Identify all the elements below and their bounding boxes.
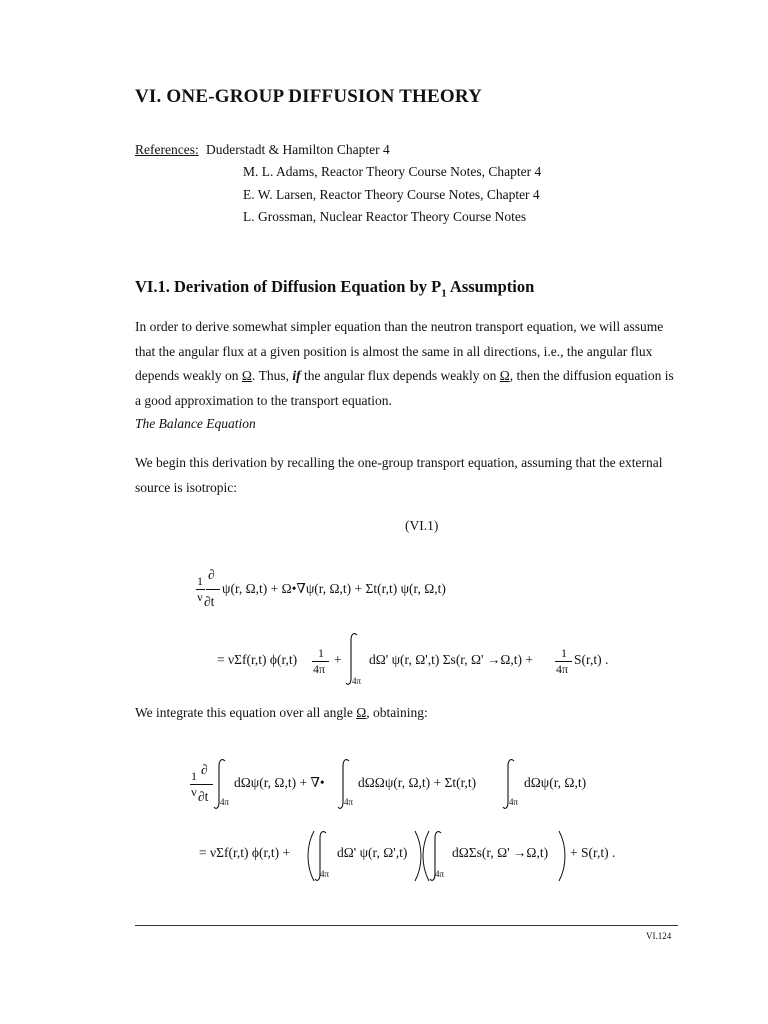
partial-symbol: ∂ (208, 567, 215, 582)
reference-item: E. W. Larsen, Reactor Theory Course Notes, Chapter 4 (243, 187, 540, 202)
integral-limit: 4π (435, 869, 445, 879)
source-term: S(r,t) . (574, 652, 609, 667)
section-title: VI.1. Derivation of Diffusion Equation by $P_1$ Assumption (135, 277, 535, 300)
fraction-denominator: v (197, 590, 203, 604)
balance-term-2: dΩΩψ(r, Ω,t) + Σt(r,t) (358, 775, 477, 790)
integral-limit: 4π (320, 869, 330, 879)
integral-limit: 4π (509, 797, 519, 807)
integrate-paragraph: We integrate this equation over all angle Ω, obtaining: (135, 705, 428, 720)
references-label: References: (135, 142, 199, 157)
balance-equation-subheading: The Balance Equation (135, 416, 256, 431)
fraction-denominator: 4π (313, 662, 326, 676)
reference-item: Duderstadt & Hamilton Chapter 4 (206, 142, 390, 157)
intro-paragraph: In order to derive somewhat simpler equation than the neutron transport equation, we will assume that the angular flux at a given position is almost the same in all directions, i.e., the angular flux depends weakly on Ω. Thus, if the angular flux depends weakly on Ω, then the diffusion equation is a good approximation to the transport equation. (135, 319, 674, 408)
page-number: VI.124 (646, 931, 672, 941)
begin-paragraph: We begin this derivation by recalling the one-group transport equation, assuming that the external source is isotropic: (135, 455, 663, 495)
integral-limit: 4π (344, 797, 354, 807)
equation-2-rhs-start: = νΣf(r,t) ϕ(r,t) + (199, 845, 291, 860)
scattering-integral-term: dΩΣs(r, Ω' →Ω,t) (452, 845, 549, 860)
integral-limit: 4π (220, 797, 230, 807)
equation-number: (VI.1) (405, 518, 439, 533)
partial-t: ∂t (204, 594, 215, 609)
reference-item: M. L. Adams, Reactor Theory Course Notes, Chapter 4 (243, 164, 542, 179)
source-term: + S(r,t) . (570, 845, 616, 860)
fraction-numerator: 1 (561, 646, 567, 660)
chapter-title: VI. ONE-GROUP DIFFUSION THEORY (135, 86, 483, 107)
fraction-numerator: 1 (197, 574, 203, 588)
footer-rule (135, 925, 678, 926)
balance-term-1: dΩψ(r, Ω,t) + ∇• (234, 775, 325, 790)
fraction-bar (199, 784, 213, 785)
partial-symbol: ∂ (201, 762, 208, 777)
balance-term-3: dΩψ(r, Ω,t) (524, 775, 587, 790)
reference-item: L. Grossman, Nuclear Reactor Theory Course Notes (243, 209, 527, 224)
fraction-bar (206, 589, 220, 590)
right-paren-icon (557, 830, 567, 882)
fraction-numerator: 1 (191, 769, 197, 783)
partial-t: ∂t (198, 789, 209, 804)
scattering-term: dΩ' ψ(r, Ω',t) Σs(r, Ω' →Ω,t) + (369, 652, 533, 667)
integral-limit: 4π (352, 676, 362, 686)
plus-sign: + (334, 652, 342, 667)
flux-integral-term: dΩ' ψ(r, Ω',t) (337, 845, 408, 860)
fraction-denominator: 4π (556, 662, 569, 676)
equation-1-rhs-start: = νΣf(r,t) ϕ(r,t) (217, 652, 298, 667)
equation-1-lhs: ψ(r, Ω,t) + Ω•∇ψ(r, Ω,t) + Σt(r,t) ψ(r, Ω,t) (222, 581, 446, 596)
fraction-denominator: v (191, 785, 197, 799)
fraction-numerator: 1 (318, 646, 324, 660)
